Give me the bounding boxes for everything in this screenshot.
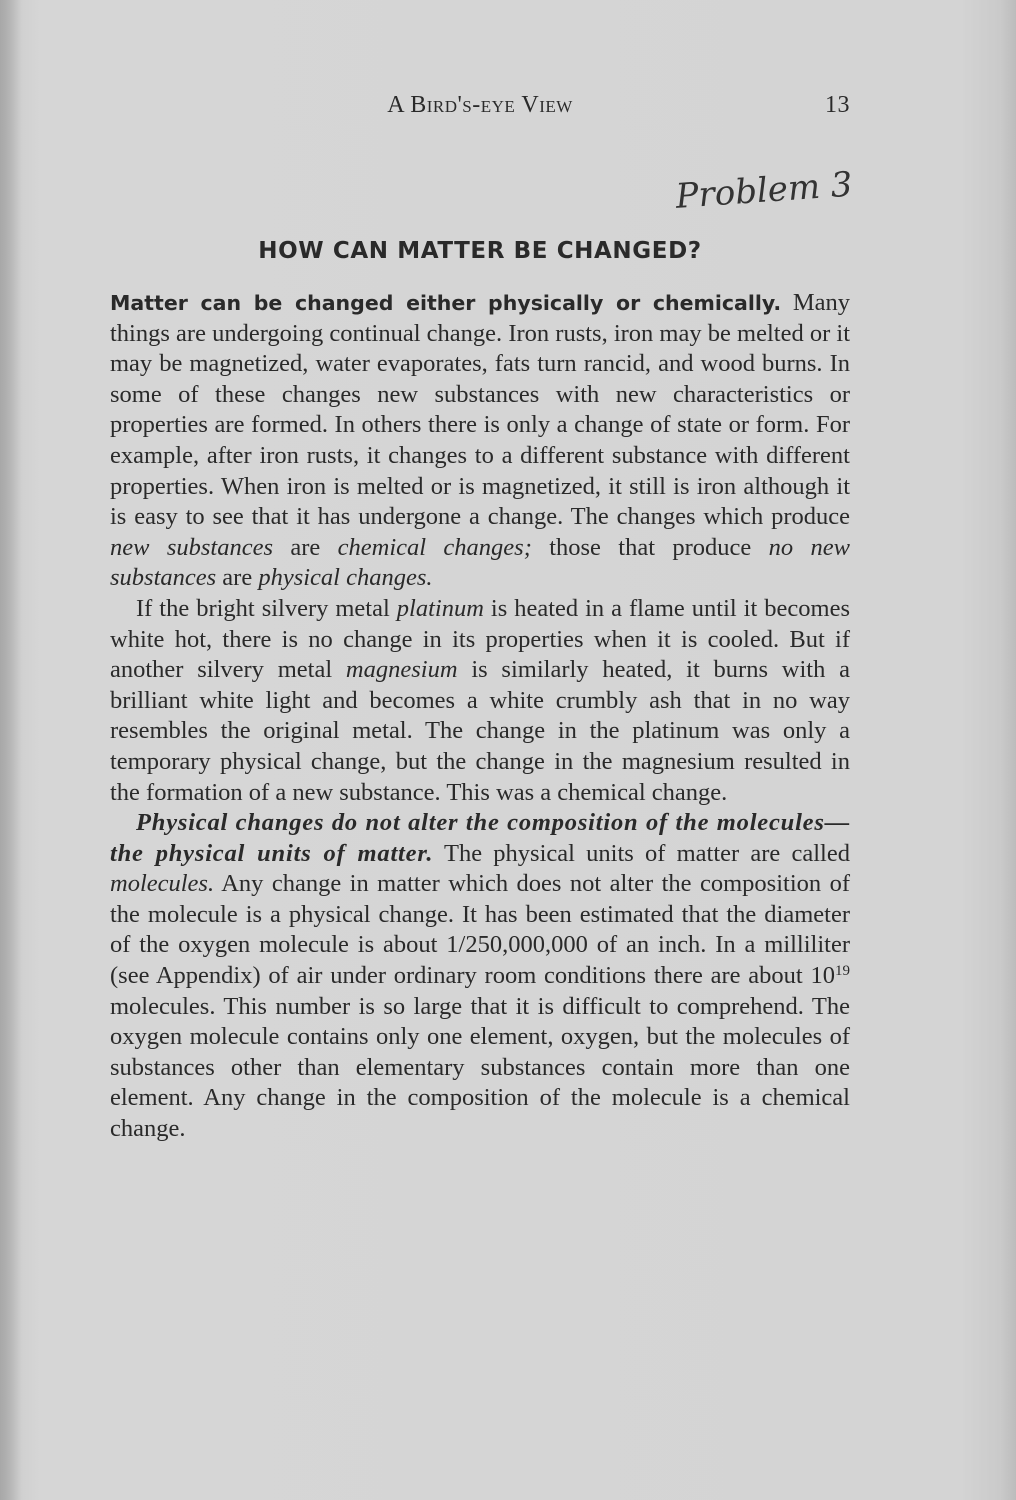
paragraph-1 <box>110 288 850 594</box>
term-platinum: platinum <box>396 594 484 622</box>
paragraph-2-text: is similarly heated, it burns with a brilliant white light and becomes a white crumbly ash that in no way resembles the original metal. The change in the platinum was only a temporary physical change, but the change in the magnesium resulted in the formation of a new substance. This was a chemical change. <box>110 656 850 806</box>
paragraph-1-lead: Matter can be changed either physically or chemically. <box>110 291 782 315</box>
paragraph-1-text: Many things are undergoing continual change. Iron rusts, iron may be melted or it may be magnetized, water evaporates, fats turn rancid, and wood burns. In some of these changes new substances with new characteristics or properties are formed. In others there is only a change of state or form. For example, after iron rusts, it changes to a different substance with different properties. When iron is melted or is magnetized, it still is iron although it is easy to see that it has undergone a change. The changes which produce <box>110 289 850 531</box>
running-head <box>110 92 850 122</box>
paragraph-2 <box>110 594 850 808</box>
term-no-new-substances: no new substances <box>110 533 850 592</box>
paragraph-2-text: is heated in a flame until it becomes white hot, there is no change in its properties when it is cooled. But if another silvery metal <box>110 594 850 684</box>
paragraph-3-text: The physical units of matter are called <box>433 839 850 867</box>
problem-label <box>670 158 860 228</box>
page-number: 13 <box>825 92 850 118</box>
paragraph-3-lead: Physical changes do not alter the composition of the molecules—the physical units of matter. <box>110 809 850 867</box>
problem-label-text: Problem 3 <box>674 164 854 217</box>
handwritten-problem-label <box>670 158 860 228</box>
exponent: 19 <box>835 963 850 980</box>
paragraph-3-text: molecules. This number is so large that it is difficult to comprehend. The oxygen molecule contains only one element, oxygen, but the molecules of substances other than elementary substances contain more than one element. Any change in the composition of the molecule is a chemical change. <box>110 992 850 1143</box>
term-magnesium: magnesium <box>345 656 458 684</box>
body-text <box>110 288 850 1145</box>
term-new-substances: new substances <box>110 533 273 561</box>
paragraph-2-text: If the bright silvery metal <box>136 594 397 622</box>
binding-shadow <box>0 0 22 1500</box>
running-title: A Bird's-eye View <box>387 92 573 118</box>
section-heading: HOW CAN MATTER BE CHANGED? <box>258 238 702 264</box>
term-physical-changes: physical changes. <box>258 564 433 592</box>
paragraph-1-text: those that produce <box>531 533 769 561</box>
paragraph-1-text: are <box>216 564 259 592</box>
paragraph-3 <box>110 808 850 1145</box>
term-molecules: molecules. <box>110 870 215 898</box>
term-chemical-changes: chemical changes; <box>337 533 532 561</box>
paragraph-1-text: are <box>272 533 338 561</box>
paragraph-3-text: Any change in matter which does not alter the composition of the molecule is a physical change. It has been estimated that the diameter of the oxygen molecule is about 1/250,000,000 of an inch. In a milliliter (see Appendix) of air under ordinary room conditions there are about 10 <box>110 870 850 990</box>
